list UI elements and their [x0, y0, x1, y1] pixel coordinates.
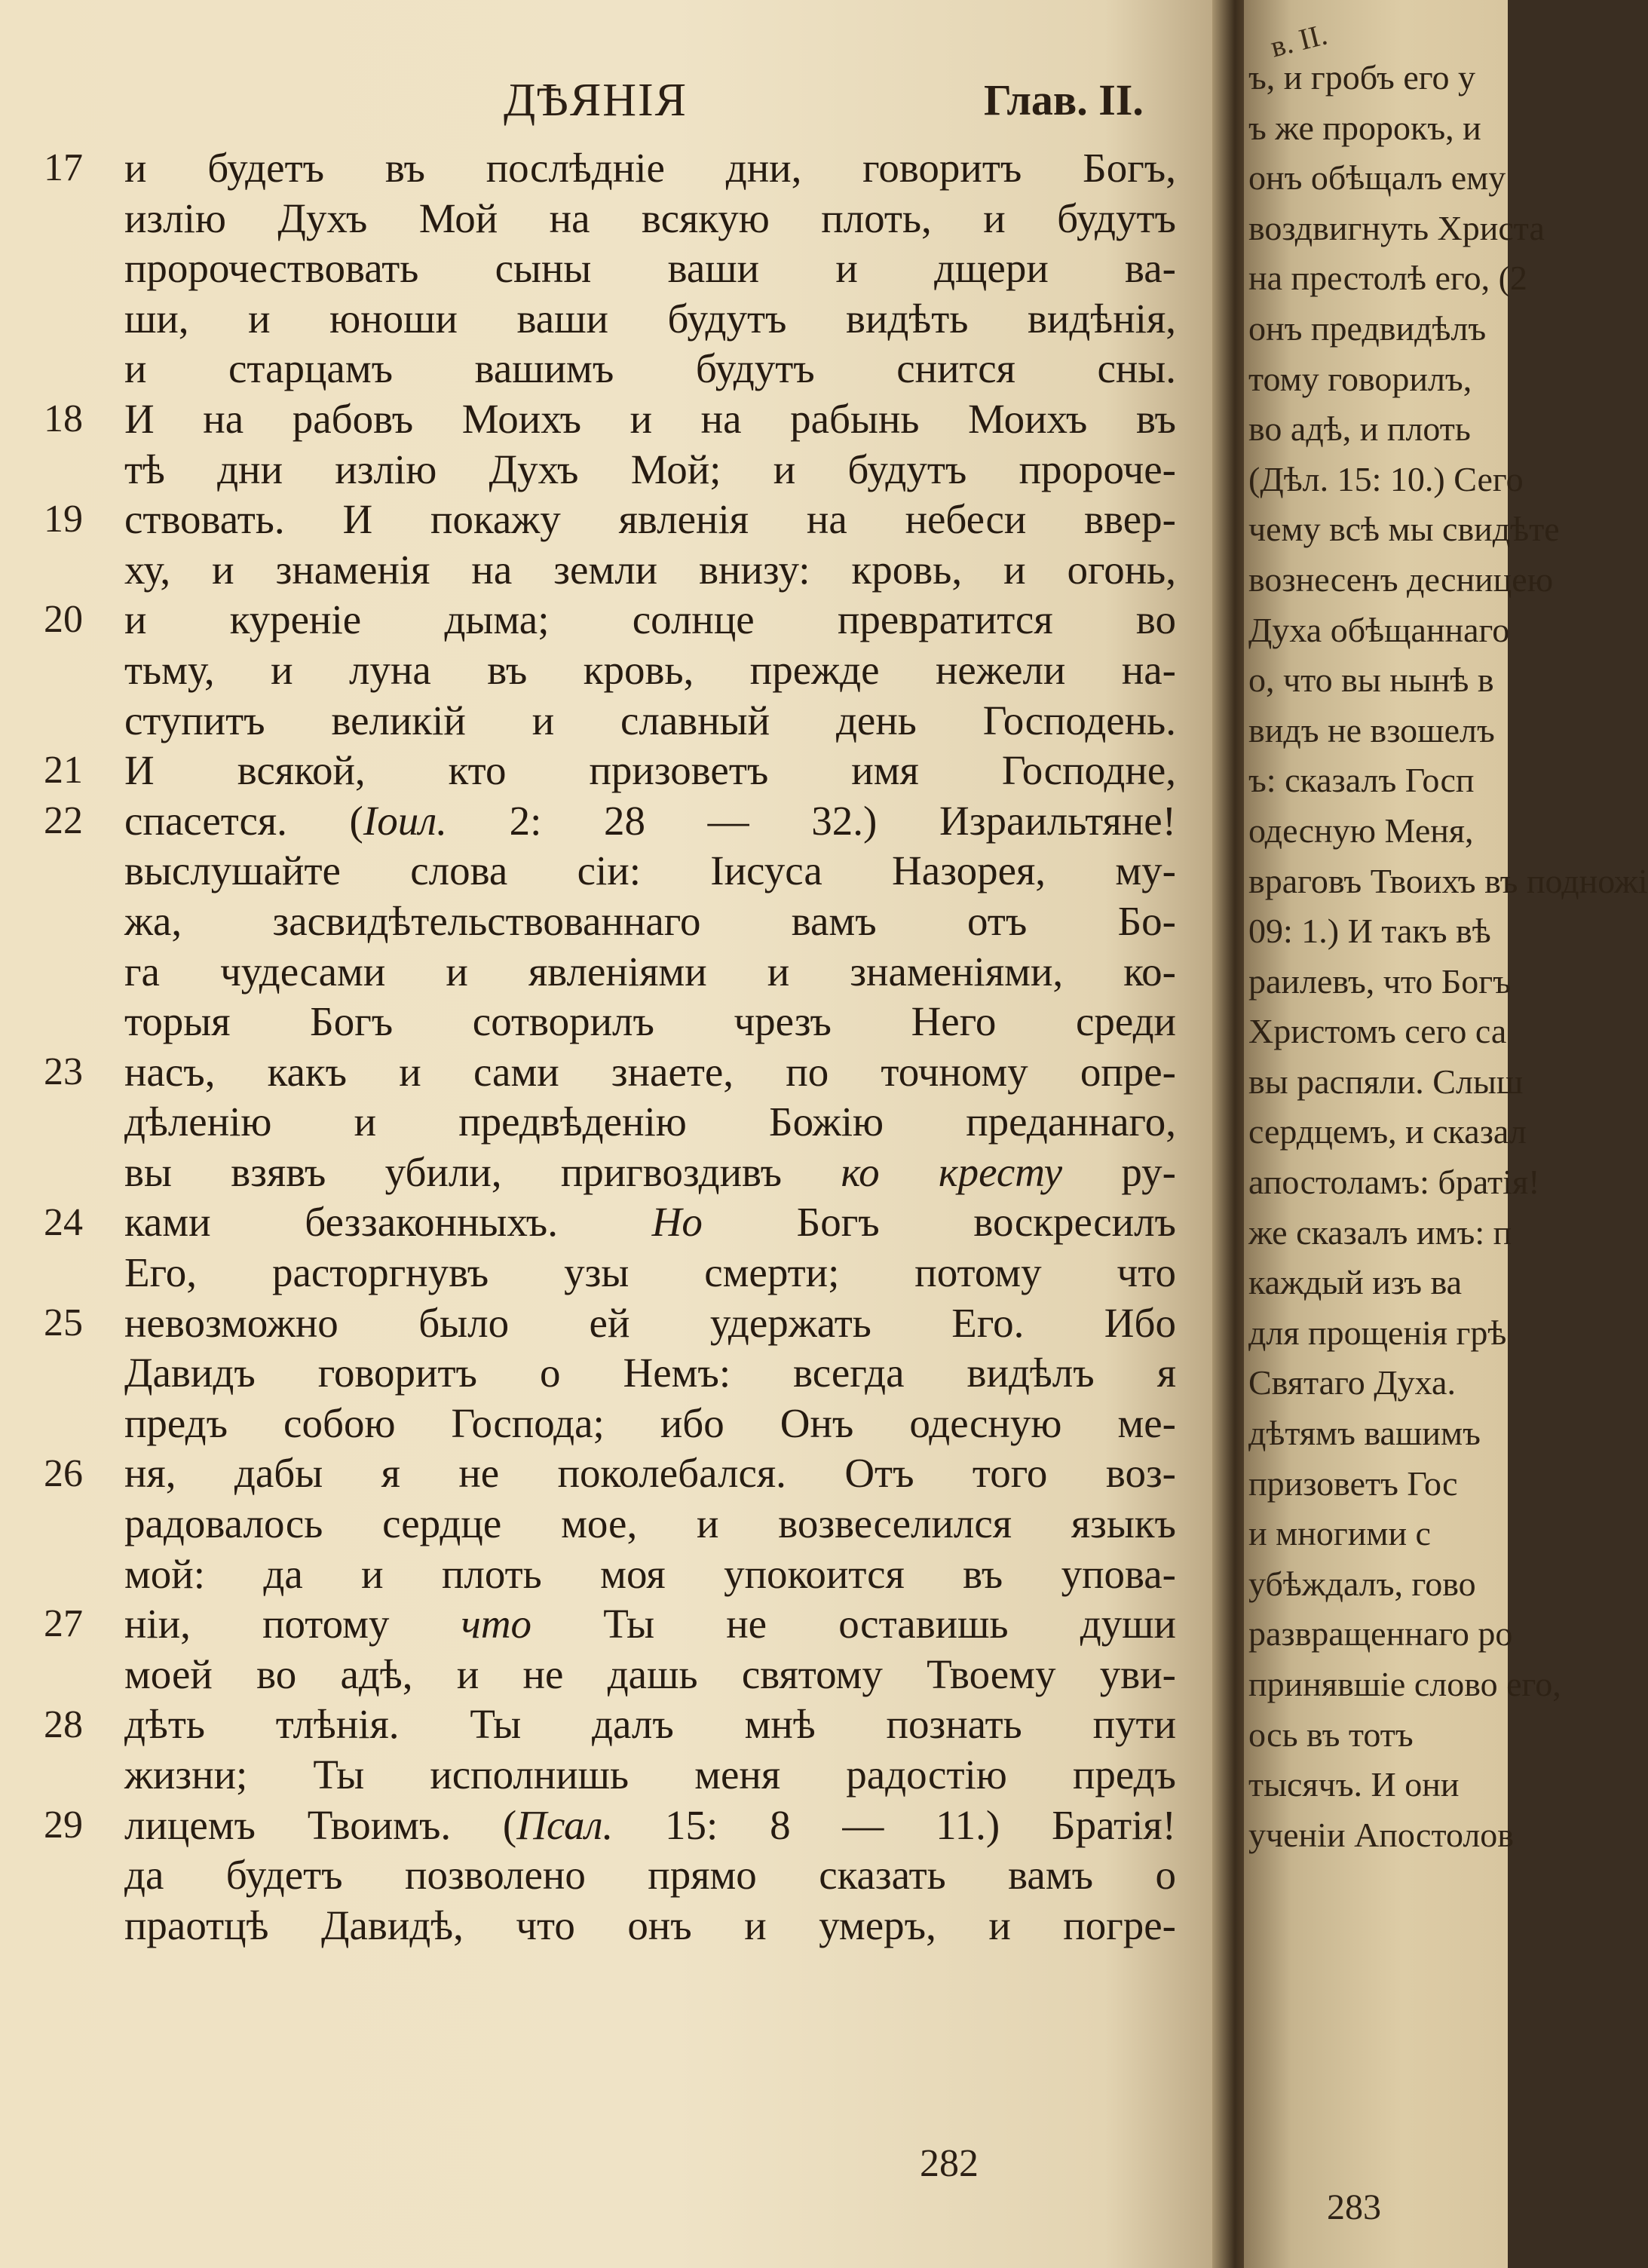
text-line: да будетъ позволено прямо сказать вамъ о	[124, 1852, 1176, 1899]
text-line: га чудесами и явленіями и знаменіями, ко-	[124, 948, 1176, 995]
text-line: дѣть тлѣнія. Ты далъ мнѣ познать пути	[124, 1701, 1176, 1748]
facing-text-line: апостоламъ: братія!	[1248, 1163, 1540, 1202]
facing-text-line: дѣтямъ вашимъ	[1248, 1414, 1481, 1453]
facing-text-line: вы распяли. Слыш	[1248, 1062, 1524, 1101]
text-line: ши, и юноши ваши будутъ видѣть видѣнія,	[124, 295, 1176, 342]
verse-number: 19	[44, 498, 83, 541]
verse-number: 21	[44, 749, 83, 792]
text-line: ствовать. И покажу явленія на небеси ввер-	[124, 496, 1176, 543]
facing-text-line: враговъ Твоихъ въ подножі	[1248, 861, 1648, 900]
scripture-text	[124, 143, 1176, 1951]
verse-number: 20	[44, 598, 83, 642]
verse-number: 26	[44, 1451, 83, 1495]
verse-number: 23	[44, 1050, 83, 1093]
facing-text-line: тысячъ. И они	[1248, 1765, 1460, 1804]
text-line: Давидъ говоритъ о Немъ: всегда видѣлъ я	[124, 1350, 1176, 1396]
verse-number: 27	[44, 1602, 83, 1646]
facing-text-line: ось въ тотъ	[1248, 1715, 1414, 1754]
text-line: ня, дабы я не поколебался. Отъ того воз-	[124, 1450, 1176, 1497]
facing-text-line: Духа обѣщаннаго	[1248, 610, 1510, 649]
facing-page-header: в. II.	[1267, 17, 1331, 64]
facing-text-line: каждый изъ ва	[1248, 1263, 1463, 1302]
text-line: ками беззаконныхъ. Но Богъ воскресилъ	[124, 1199, 1176, 1246]
chapter-label: Глав. II.	[984, 75, 1144, 124]
text-line: спасется. (Іоил. 2: 28 — 32.) Израильтяне!	[124, 797, 1177, 844]
facing-text-line: ъ: сказалъ Госп	[1248, 761, 1475, 800]
text-line: вы взявъ убили, пригвоздивъ ко кресту ру-	[124, 1148, 1176, 1195]
text-line: радовалось сердце мое, и возвеселился языкъ	[124, 1500, 1176, 1547]
text-line: излію Духъ Мой на всякую плоть, и будутъ	[124, 195, 1176, 241]
text-line: насъ, какъ и сами знаете, по точному опре-	[124, 1048, 1176, 1095]
text-line: И всякой, кто призоветъ имя Господне,	[124, 747, 1176, 794]
text-line: тѣ дни излію Духъ Мой; и будутъ пророче-	[124, 446, 1176, 492]
facing-text-line: воздвигнуть Христа	[1248, 208, 1545, 247]
facing-text-line: и многими с	[1248, 1514, 1431, 1553]
facing-text-line: Христомъ сего са	[1248, 1012, 1507, 1051]
facing-page	[1244, 0, 1648, 2268]
facing-text-line: для прощенія грѣ	[1248, 1313, 1507, 1352]
facing-text-line: о, что вы нынѣ в	[1248, 660, 1494, 700]
page-number: 282	[920, 2142, 979, 2185]
facing-page-number: 283	[1327, 2187, 1381, 2227]
facing-text-line: раилевъ, что Богъ	[1248, 961, 1511, 1001]
running-title: ДѢЯНІЯ	[504, 75, 688, 126]
text-line: жа, засвидѣтельствованнаго вамъ отъ Бо-	[124, 897, 1176, 944]
text-line: ху, и знаменія на земли внизу: кровь, и огонь,	[124, 546, 1176, 593]
facing-text-line: призоветъ Гос	[1248, 1463, 1458, 1503]
facing-text-line: (Дѣл. 15: 10.) Сего	[1248, 459, 1524, 498]
text-line: праотцѣ Давидѣ, что онъ и умеръ, и погре-	[124, 1902, 1176, 1948]
facing-text-line: видъ не взошелъ	[1248, 710, 1495, 749]
text-line: предъ собою Господа; ибо Онъ одесную ме-	[124, 1399, 1176, 1446]
facing-text-line: вознесенъ десницею	[1248, 559, 1554, 599]
text-line: моей во адѣ, и не дашь святому Твоему уви-	[124, 1650, 1176, 1697]
text-line: Его, расторгнувъ узы смерти; потому что	[124, 1249, 1176, 1296]
facing-text-line: же сказалъ имъ: п	[1248, 1212, 1512, 1252]
verse-number: 22	[44, 798, 83, 842]
facing-text-line: на престолѣ его, (2	[1248, 259, 1527, 298]
facing-text-line: ъ же пророкъ, и	[1248, 108, 1481, 147]
facing-text-line: одесную Меня,	[1248, 811, 1474, 850]
facing-text-line: чему всѣ мы свидѣте	[1248, 510, 1560, 549]
text-line: торыя Богъ сотворилъ чрезъ Него среди	[124, 998, 1176, 1045]
facing-text-line: ъ, и гробъ его у	[1248, 58, 1475, 97]
facing-text-line: онъ обѣщалъ ему	[1248, 158, 1506, 198]
facing-text-line: во адѣ, и плоть	[1248, 409, 1471, 449]
verse-number: 17	[44, 146, 83, 189]
facing-text-line: 09: 1.) И такъ вѣ	[1248, 912, 1491, 951]
facing-text-line: принявшіе слово его,	[1248, 1665, 1561, 1703]
text-line: лицемъ Твоимъ. (Псал. 15: 8 — 11.) Братія!	[124, 1801, 1176, 1848]
text-line: и куреніе дыма; солнце превратится во	[124, 596, 1176, 643]
facing-page-text	[1244, 53, 1648, 1860]
facing-text-line: ученіи Апостолов	[1248, 1815, 1515, 1854]
text-line: И на рабовъ Моихъ и на рабынь Моихъ въ	[124, 395, 1176, 442]
facing-text-line: убѣждалъ, гово	[1248, 1564, 1476, 1603]
verse-number: 28	[44, 1703, 83, 1746]
text-line: ступитъ великій и славный день Господень.	[124, 697, 1176, 743]
text-line: невозможно было ей удержать Его. Ибо	[124, 1299, 1176, 1346]
text-line: ніи, потому что Ты не оставишь души	[124, 1601, 1176, 1647]
verse-number: 18	[44, 397, 83, 440]
facing-text-line: онъ предвидѣлъ	[1248, 308, 1487, 348]
facing-text-line: тому говорилъ,	[1248, 359, 1472, 398]
text-line: мой: да и плоть моя упокоится въ упова-	[124, 1550, 1176, 1597]
facing-text-line: сердцемъ, и сказал	[1248, 1112, 1527, 1151]
text-line: жизни; Ты исполнишь меня радостію предъ	[124, 1752, 1176, 1798]
facing-text-line: развращеннаго ро	[1248, 1614, 1513, 1653]
verse-number: 25	[44, 1301, 83, 1344]
facing-text-line: Святаго Духа.	[1248, 1363, 1456, 1402]
verse-number: 24	[44, 1200, 83, 1244]
text-line: тьму, и луна въ кровь, прежде нежели на-	[124, 646, 1176, 693]
text-line: пророчествовать сыны ваши и дщери ва-	[124, 245, 1176, 292]
text-line: и будетъ въ послѣдніе дни, говоритъ Богъ,	[124, 145, 1176, 191]
text-line: дѣленію и предвѣденію Божію преданнаго,	[124, 1099, 1176, 1145]
verse-number: 29	[44, 1803, 83, 1847]
text-line: выслушайте слова сіи: Іисуса Назорея, му-	[124, 847, 1176, 894]
text-line: и старцамъ вашимъ будутъ снится сны.	[124, 345, 1176, 392]
